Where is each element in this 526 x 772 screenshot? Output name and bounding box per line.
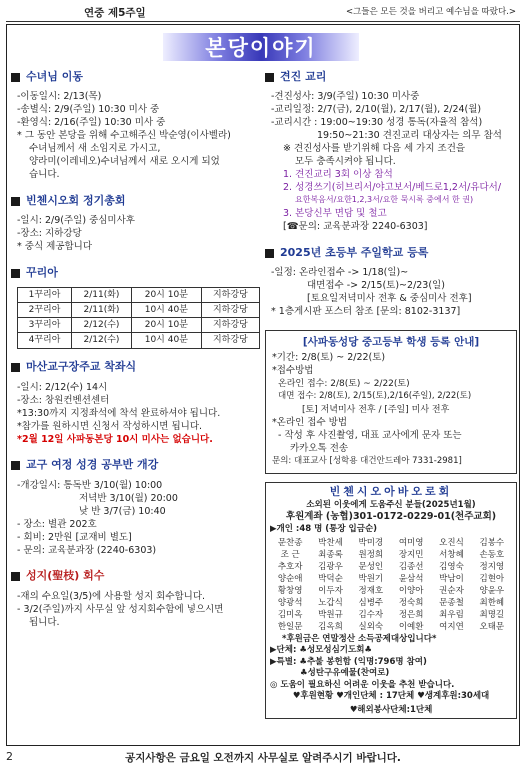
condition-line: 1. 견진교리 3회 이상 참석 (283, 169, 393, 180)
donor-name: 이두자 (318, 585, 343, 596)
right-column (265, 69, 517, 719)
support-status: ♥후원현황 ♥개인단체 : 17단체 ♥생계후원:30세대 (292, 691, 490, 702)
text-line: 카카오톡 전송 (290, 443, 349, 455)
text-line: 수녀님께서 새 소임지로 가시고, (29, 143, 161, 154)
donor-name: 정은희 (398, 609, 424, 620)
section-title: 2025년 초등부 주일학교 등록 (265, 245, 517, 261)
donor-name: 한일문 (277, 621, 303, 632)
section-kuria (11, 265, 261, 349)
text-line: 19:50~21:30 견진교리 대상자는 의무 참석 (317, 130, 502, 141)
gospel-quote: <그들은 모든 것을 버리고 예수님을 따랐다.> (345, 7, 516, 17)
text-line: -견진성사: 3/9(주일) 10:30 미사중 (271, 91, 420, 102)
donor-name: 정지영 (479, 561, 505, 572)
section-title: 수녀님 이동 (11, 69, 261, 85)
donor-name: 여지연 (439, 621, 464, 632)
table-row: 1꾸리아 2/11(화) 20시 10분 지하강당 (18, 288, 260, 303)
kuria-table (17, 287, 260, 349)
donor-name: 최종록 (318, 549, 343, 560)
text-line: -환영식: 2/16(주일) 10:30 미사 중 (17, 117, 166, 128)
condition-line: 요한복음서/요한1,2,3서/요한 묵시록 중에서 한 권) (295, 195, 474, 204)
donor-name: 정숙희 (398, 597, 424, 608)
donor-name: 문성인 (358, 561, 384, 572)
donor-name: 박원규 (318, 609, 343, 620)
section-title: 교구 여정 성경 공부반 개강 (11, 458, 261, 474)
donor-name: 박찬세 (318, 537, 343, 548)
page-footer (6, 748, 520, 768)
donor-name: 양윤우 (479, 585, 505, 596)
text-line: -일시: 2/12(수) 14시 (17, 381, 108, 393)
donor-name: 양광석 (277, 597, 303, 608)
donor-name: 황창영 (277, 585, 303, 596)
left-column (11, 69, 261, 641)
tax-note: *후원금은 연말정산 소득공제대상입니다* (282, 633, 437, 644)
text-line: 양라미(이레네오)수녀님께서 새로 오시게 되었 (29, 156, 220, 167)
text-line: -교리시간 : 19:00~19:30 성경 통독(자율적 참석) (271, 117, 483, 128)
text-line: 됩니다. (29, 616, 60, 628)
table-row: 4꾸리아 2/12(수) 10시 40분 지하강당 (18, 333, 260, 348)
text-line: ※ 견진성사를 받기위해 다음 세 가지 조건을 (283, 143, 466, 154)
table-row: 2꾸리아 2/11(화) 10시 40분 지하강당 (18, 303, 260, 318)
text-line: 대면 접수: 2/8(토), 2/15(토),2/16(주일), 2/22(토) (278, 391, 472, 402)
text-line: -장소: 창원컨벤션센터 (17, 394, 110, 406)
condition-line: 3. 본당신부 면담 및 철고 (283, 208, 387, 219)
donor-name: 권순자 (439, 585, 464, 596)
donor-name: 서창혜 (439, 549, 464, 560)
square-bullet-icon (11, 197, 20, 206)
square-bullet-icon (265, 249, 274, 258)
donor-name: 김영숙 (439, 561, 464, 572)
donor-name: 문종철 (439, 597, 464, 608)
donor-name: 김종선 (398, 561, 424, 572)
donor-name: 이예환 (398, 621, 424, 632)
text-line: -개강일시: 통독반 3/10(월) 10:00 (17, 479, 163, 491)
text-line: -재의 수요일(3/5)에 사용할 성지 회수합니다. (17, 590, 206, 602)
text-line: * 그 동안 본당을 위해 수고해주신 박순영(이사벨라) (17, 130, 231, 141)
text-line: -일시: 2/9(주일) 중심미사후 (17, 215, 135, 226)
donor-name: 김옥희 (318, 621, 343, 632)
text-line: 저녁반 3/10(월) 20:00 (79, 492, 178, 504)
text-line: [토요일저녁미사 전후 & 중심미사 전후] (307, 293, 472, 304)
square-bullet-icon (265, 73, 274, 82)
section-bible-study (11, 458, 261, 558)
vincent-donor-box (265, 482, 517, 719)
donor-name: 노갑식 (318, 597, 343, 608)
donor-name: 박미경 (358, 537, 384, 548)
square-bullet-icon (11, 363, 20, 372)
donor-name: 정재호 (358, 585, 384, 596)
square-bullet-icon (11, 461, 20, 470)
donor-name: 최우림 (439, 609, 464, 620)
text-line: *온라인 접수 방법 (272, 417, 348, 429)
footer-notice: 공지사항은 금요일 오전까지 사무실로 알려주시기 바랍니다. (125, 752, 401, 764)
section-vincent-meeting (11, 193, 261, 254)
content-frame (6, 24, 520, 746)
text-line: -일정: 온라인접수 -> 1/18(일)~ (271, 267, 409, 278)
box-title: [사파동성당 중고등부 학생 등록 안내] (302, 336, 480, 348)
donor-name: 김미옥 (277, 609, 303, 620)
text-line: -장소: 지하강당 (17, 228, 82, 239)
donor-name: 오태문 (479, 621, 505, 632)
section-title: 성지(聖枝) 회수 (11, 569, 261, 585)
week-title: 연중 제5주일 (84, 7, 146, 19)
youth-registration-box (265, 330, 517, 474)
text-line: -송별식: 2/9(주일) 10:30 미사 중 (17, 104, 160, 115)
square-bullet-icon (11, 572, 20, 581)
section-sunday-school (265, 245, 517, 319)
section-title: 빈첸시오회 정기총회 (11, 193, 261, 209)
donor-name: 박원기 (358, 573, 384, 584)
text-line: *접수방법 (272, 365, 314, 377)
donor-name: 김봉수 (479, 537, 505, 548)
donor-title: 빈첸시오아바오로회 (329, 485, 453, 499)
text-line: - 작성 후 사진촬영, 대표 교사에게 문자 또는 (278, 430, 462, 442)
donor-name: 최명길 (479, 609, 505, 620)
square-bullet-icon (11, 269, 20, 278)
donor-special-2: ♣성탄구유예물(찬여로) (300, 668, 390, 679)
donor-name: 김수자 (358, 609, 384, 620)
donor-name: 오진식 (439, 537, 464, 548)
donor-name: 박남이 (439, 573, 464, 584)
text-line: -이동일시: 2/13(목) (17, 91, 102, 102)
donor-group: ▶단체: ♣성모성심기도회♣ (270, 645, 373, 656)
donor-name: 심병주 (358, 597, 384, 608)
section-title: 견진 교리 (265, 69, 517, 85)
donor-name: 장지민 (398, 549, 424, 560)
donor-name: 원정희 (358, 549, 384, 560)
donor-name: 실외숙 (358, 621, 384, 632)
donor-name: 추호자 (277, 561, 303, 572)
condition-line: 2. 성경쓰기(히브리서/야고보서/베드로1,2서/유다서/ (283, 182, 502, 193)
donor-name: 최한혜 (479, 597, 505, 608)
text-line: 습니다. (29, 169, 60, 180)
text-line: * 1층게시판 포스터 참조 [문의: 8102-3137] (271, 306, 461, 317)
text-line: - 회비: 2만원 [교재비 별도] (17, 531, 132, 543)
donor-individuals: ▶개인 :48 명 (통장 입금순) (270, 524, 378, 535)
text-line: *13:30까지 지정좌석에 착석 완료하셔야 됩니다. (17, 407, 221, 419)
page-header (6, 4, 520, 22)
donor-name: 김광우 (318, 561, 343, 572)
text-line: - 3/2(주일)까지 사무실 앞 성지회수함에 넣으시면 (17, 603, 224, 615)
donor-name: 윤삼석 (398, 573, 424, 584)
text-line: 모두 충족시켜야 됩니다. (295, 156, 396, 167)
donor-name-grid (266, 536, 516, 634)
page-number: 2 (6, 750, 13, 763)
contact-line: 문의: 대표교사 [성학용 대건안드레아 7331-2981] (272, 456, 462, 467)
donor-name: 김현아 (479, 573, 505, 584)
donor-name: 조 근 (280, 549, 300, 560)
mass-cancel-notice: *2월 12일 사파동본당 10시 미사는 없습니다. (17, 433, 213, 445)
title-banner (163, 33, 359, 61)
donor-name: 문찬종 (277, 537, 303, 548)
text-line: - 장소: 별관 202호 (17, 518, 97, 530)
text-line: 온라인 접수: 2/8(토) ~ 2/22(토) (278, 379, 410, 390)
donor-name: 양순애 (277, 573, 303, 584)
section-title: 마산교구장주교 착좌식 (11, 360, 261, 376)
banner-title: 본당이야기 (205, 36, 317, 60)
text-line: 낮 반 3/7(금) 10:40 (79, 505, 166, 517)
text-line: 대면접수 -> 2/15(토)~2/23(일) (307, 280, 445, 291)
support-status-2: ♥해외봉사단체:1단체 (349, 704, 433, 715)
text-line: *기간: 2/8(토) ~ 2/22(토) (272, 352, 386, 364)
section-nun-transfer (11, 69, 261, 182)
section-title: 꾸리아 (11, 265, 261, 281)
square-bullet-icon (11, 73, 20, 82)
donor-name: 손동호 (479, 549, 505, 560)
text-line: *참가를 원하시면 신청서 작성하시면 됩니다. (17, 420, 203, 432)
section-palm-collection (11, 569, 261, 630)
donor-special: ▶특별: ♣추불 봉헌함 (익명:796명 참여) (270, 656, 427, 667)
text-line: -교리일정: 2/7(금), 2/10(월), 2/17(월), 2/24(월) (271, 104, 482, 115)
donor-subtitle: 소외된 이웃에게 도움주신 분들(2025년1월) (306, 500, 476, 511)
section-confirmation (265, 69, 517, 234)
contact-line: [☎문의: 교육분과장 2240-6303] (283, 221, 428, 232)
donor-name: 이양아 (398, 585, 424, 596)
text-line: - 문의: 교육분과장 (2240-6303) (17, 544, 157, 556)
table-row: 3꾸리아 2/12(수) 20시 10분 지하강당 (18, 318, 260, 333)
donor-name: 박덕순 (318, 573, 343, 584)
donor-account: 후원계좌 (농협)301-0172-0229-01(천주교회) (285, 511, 497, 523)
donor-name: 여미영 (398, 537, 424, 548)
text-line: * 중식 제공합니다 (17, 241, 93, 252)
help-note: ◎ 도움이 필요하신 어려운 이웃을 추천 받습니다. (270, 679, 455, 690)
text-line: [토] 저녁미사 전후 / [주일] 미사 전후 (302, 405, 450, 416)
section-bishop-installation (11, 360, 261, 447)
